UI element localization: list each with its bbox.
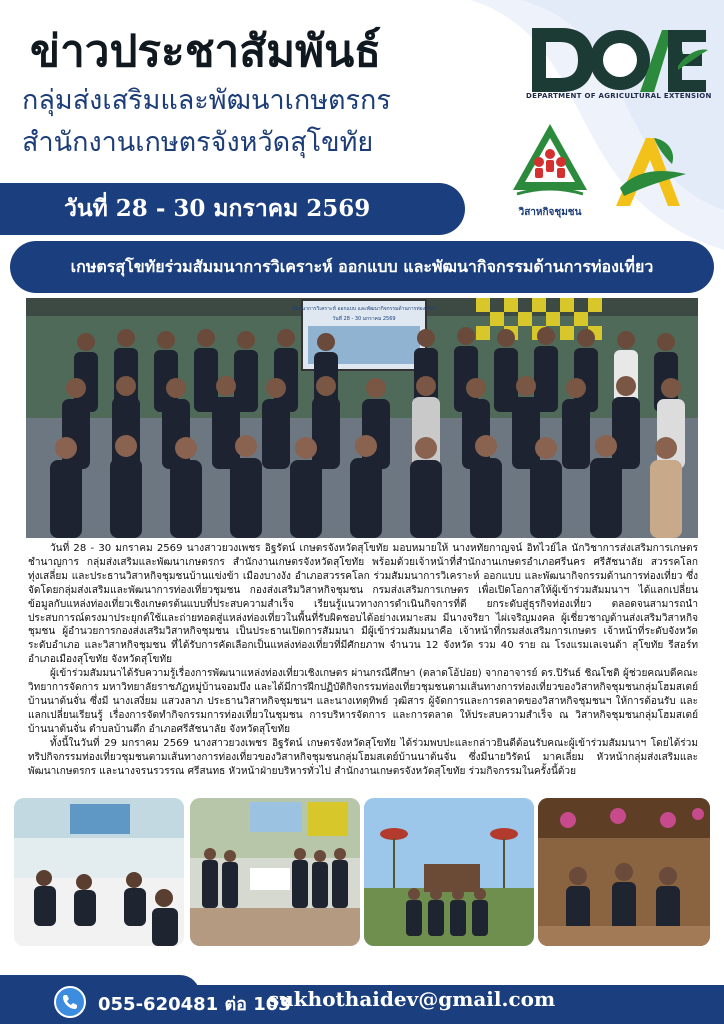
activity-photo-2 (190, 798, 360, 946)
article-paragraph-1: วันที่ 28 - 30 มกราคม 2569 นางสาวยวงเพชร อิฐรัตน์ เกษตรจังหวัดสุโขทัย มอบหมายให้ นางหทัยกาญจน์ อิทไวย์ไล นักวิชาการส่งเสริมการเกษตรชำนาญการ กลุ่มส่งเสริมและพัฒนาเกษตรกร สำนักงานเกษตรจังหวัดสุโขทัย พร้อมด้วยเจ้าหน้าที่สำนักงานเกษตรอำเภอศรีนคร ศรีสัชนาลัย สวรรคโลก ทุ่งเสลี่ยม และประธานวิสาหกิจชุมชนบ้านแข่งข้า เมืองบางงัง อำเภอสวรรคโลก ร่วมสัมมนาการวิเคราะห์ ออกแบบ และพัฒนากิจกรรมด้านการท่องเที่ยว ซึ่งจัดโดยกลุ่มส่งเสริมและพัฒนาการท่องเที่ยวชุมชน กองส่งเสริมวิสาหกิจชุมชน กรมส่งเสริมการเกษตร เพื่อเปิดโอกาสให้ผู้เข้าร่วมสัมมนาฯ ได้แลกเปลี่ยนข้อมูลกับแหล่งท่องเที่ยวเชิงเกษตรต้นแบบที่ประสบความสำเร็จ เรียนรู้แนวทางการดำเนินกิจการที่ดี ยกระดับสู่ธุรกิจท่องเที่ยว ตลอดจนสามารถนำประสบการณ์ตรงมาประยุกต์ใช้และถ่ายทอดสู่แหล่งท่องเที่ยวในพื้นที่รับผิดชอบได้อย่างเหมาะสม มีนางจริยา ไผ่เจริญมงคล ผู้เชี่ยวชาญด้านส่งเสริมวิสาหกิจชุมชน ผู้อำนวยการกองส่งเสริมวิสาหกิจชุมชน เป็นประธานเปิดการสัมมนา มีผู้เข้าร่วมสัมมนาคือ เจ้าหน้าที่กรมส่งเสริมการเกษตร เจ้าหน้าที่ระดับจังหวัด ระดับอำเภอ และวิสาหกิจชุมชน ที่ได้รับการคัดเลือกเป็นแหล่งท่องเที่ยวที่มีศักยภาพ จำนวน 12 จังหวัด รวม 40 ราย ณ โรงแรมเลเจนด้า สุโขทัย รีสอร์ท อำเภอเมืองสุโขทัย จังหวัดสุโขทัย (28, 543, 698, 666)
activity-photo-4 (538, 798, 710, 946)
contact-phone[interactable]: 055-620481 ต่อ 103 (98, 994, 291, 1015)
page-title: ข่าวประชาสัมพันธ์ (30, 26, 382, 77)
main-group-photo (26, 298, 698, 538)
agriculture-leaf-logo (606, 130, 690, 214)
office-subtitle: สำนักงานเกษตรจังหวัดสุโขทัย (22, 127, 374, 158)
banner-slide-date: วันที่ 28 - 30 มกราคม 2569 (332, 316, 396, 322)
date-banner: วันที่ 28 - 30 มกราคม 2569 (0, 183, 465, 235)
doae-caption: DEPARTMENT OF AGRICULTURAL EXTENSION (526, 92, 712, 100)
department-subtitle: กลุ่มส่งเสริมและพัฒนาเกษตรกร (22, 85, 391, 116)
article-paragraph-2: ผู้เข้าร่วมสัมมนาได้รับความรู้เรื่องการพัฒนาแหล่งท่องเที่ยวเชิงเกษตร ผ่านกรณีศึกษา (ตลาดโอ้ปอย) จากอาจารย์ ดร.ปิรันธ์ ชิณโชติ ผู้ช่วยคณบดีคณะวิทยาการจัดการ มหาวิทยาลัยราชภัฏหมู่บ้านจอมบึง และได้มีการฝึกปฏิบัติกิจกรรมท่องเที่ยวชุมชนตามเส้นทางการท่องเที่ยวของวิสาหกิจชุมชนกลุ่มโฮมสเตย์บ้านนาต้นจั่น ซึ่งมี นางเสงี่ยม แสวงลาภ ประธานวิสาหกิจชุมชนฯ และนางเทตุทิพย์ วุฒิสาร ผู้จัดการและการตลาดของวิสาหกิจชุมชนฯ ให้การต้อนรับ และแลกเปลี่ยนเรียนรู้ เรื่องการจัดทำกิจกรรมการท่องเที่ยวในชุมชน การบริหารจัดการ และการตลาด ให้ประสบความสำเร็จ ณ วิสาหกิจชุมชนกลุ่มโฮมสเตย์บ้านนาต้นจั่น ตำบลบ้านตึก อำเภอศรีสัชนาลัย จังหวัดสุโขทัย (28, 668, 698, 735)
article-paragraph-3: ทั้งนี้ในวันที่ 29 มกราคม 2569 นางสาวยวงเพชร อิฐรัตน์ เกษตรจังหวัดสุโขทัย ได้ร่วมพบปะและกล่าวยินดีต้อนรับคณะผู้เข้าร่วมสัมมนาฯ โดยได้ร่วมทริปกิจกรรมท่องเที่ยวชุมชนตามเส้นทางการท่องเที่ยวของวิสาหกิจชุมชนกลุ่มโฮมสเตย์บ้านนาต้นจั่น ซึ่งมีนายวิรัตน์ มาคเลี่ยม หัวหน้ากลุ่มส่งเสริมและพัฒนาเกษตรกร และนางจรนรวรรณ ศรีสนทธ หัวหน้าฝ่ายบริหารทั่วไป สำนักงานเกษตรจังหวัดสุโขทัย ร่วมกิจกรรมในครั้งนี้ด้วย (28, 737, 698, 777)
community-enterprise-caption: วิสาหกิจชุมชน (518, 207, 582, 218)
contact-email[interactable]: sukhothaidev@gmail.com (268, 987, 556, 1011)
article-body (28, 542, 698, 778)
activity-photo-3 (364, 798, 534, 946)
phone-icon (54, 986, 86, 1018)
news-headline: เกษตรสุโขทัยร่วมสัมมนาการวิเคราะห์ ออกแบบ และพัฒนากิจกรรมด้านการท่องเที่ยว (10, 241, 714, 293)
activity-photo-1 (14, 798, 184, 946)
banner-slide-title: สัมมนาการวิเคราะห์ ออกแบบ และพัฒนากิจกรรมด้านการท่องเที่ยว (292, 306, 436, 312)
